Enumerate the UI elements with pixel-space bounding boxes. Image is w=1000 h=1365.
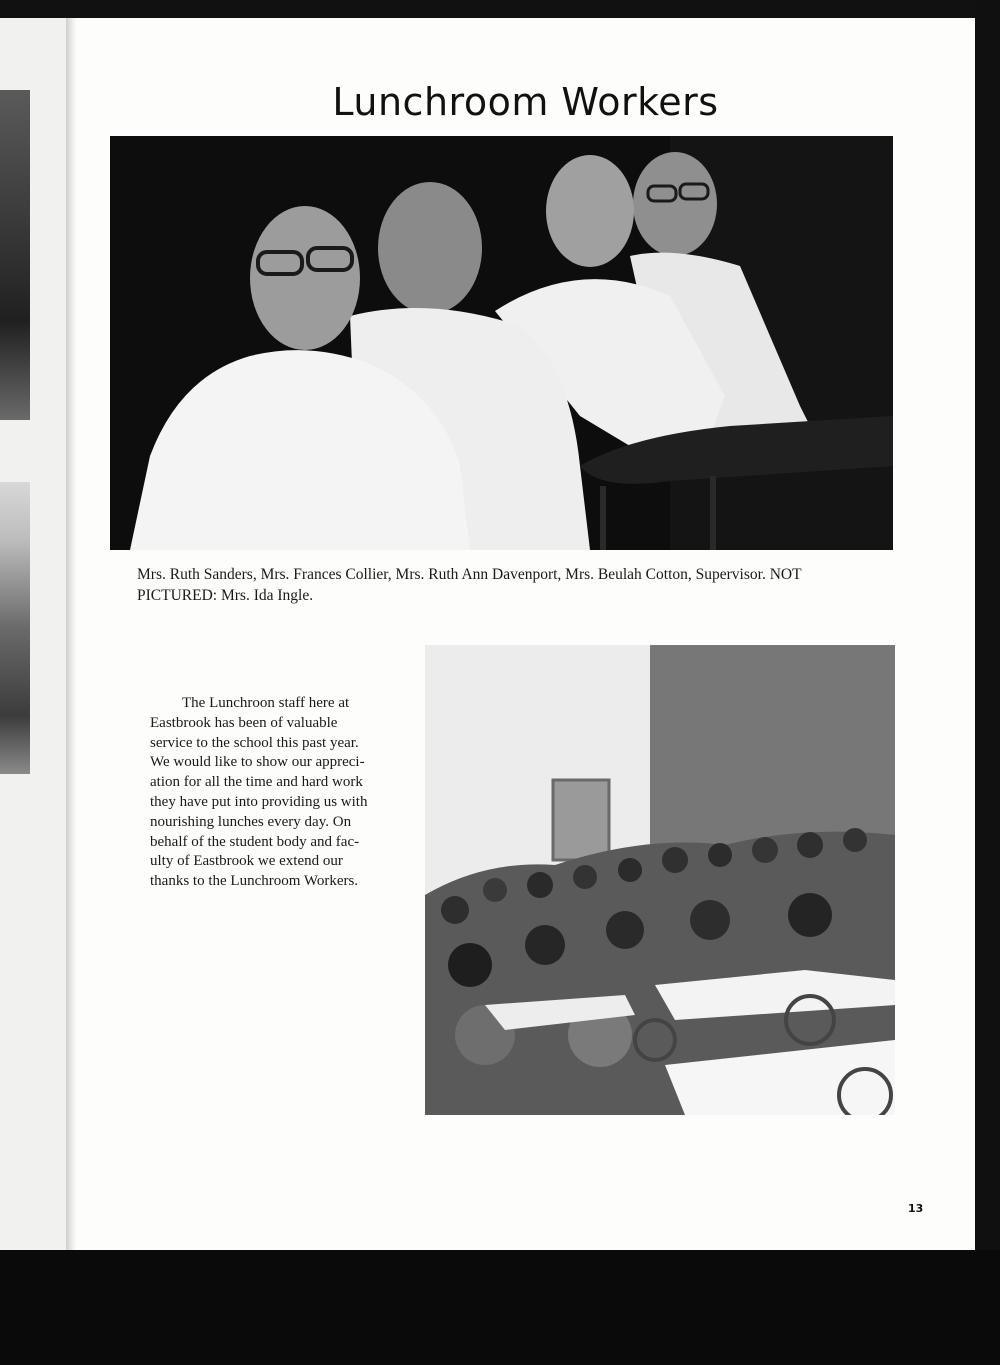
article-line: ation for all the time and hard work [150,774,363,791]
cafeteria-photo [425,645,895,1115]
caption-line-2: PICTURED: Mrs. Ida Ingle. [137,587,314,604]
article-line: ulty of Eastbrook we extend our [150,853,343,870]
article-line: thanks to the Lunchroom Workers. [150,873,359,890]
staff-group-photo [110,136,893,550]
photo-caption [137,564,877,606]
article-line: We would like to show our appreci- [150,754,365,771]
page-number: 13 [908,1202,924,1215]
scanner-background-right [975,0,1000,1365]
article-line: nourishing lunches every day. On [150,813,352,830]
page-title: Lunchroom Workers [332,80,719,124]
yearbook-page [76,18,975,1250]
article-line: behalf of the student body and fac- [150,833,360,850]
facing-page-photo-bottom [0,482,30,774]
scanner-background-bottom [0,1250,1000,1365]
facing-page-edge [0,18,70,1250]
article-line: The Lunchroon staff here at [182,695,350,711]
article-line: Eastbrook has been of valuable [150,714,338,731]
article-text [150,694,410,892]
article-line: they have put into providing us with [150,793,368,810]
article-line: service to the school this past year. [150,734,359,751]
caption-line-1: Mrs. Ruth Sanders, Mrs. Frances Collier, Mrs. Ruth Ann Davenport, Mrs. Beulah Cotton, Supervisor. NOT [137,566,802,583]
scanner-background-top [0,0,1000,18]
facing-page-photo-top [0,90,30,420]
